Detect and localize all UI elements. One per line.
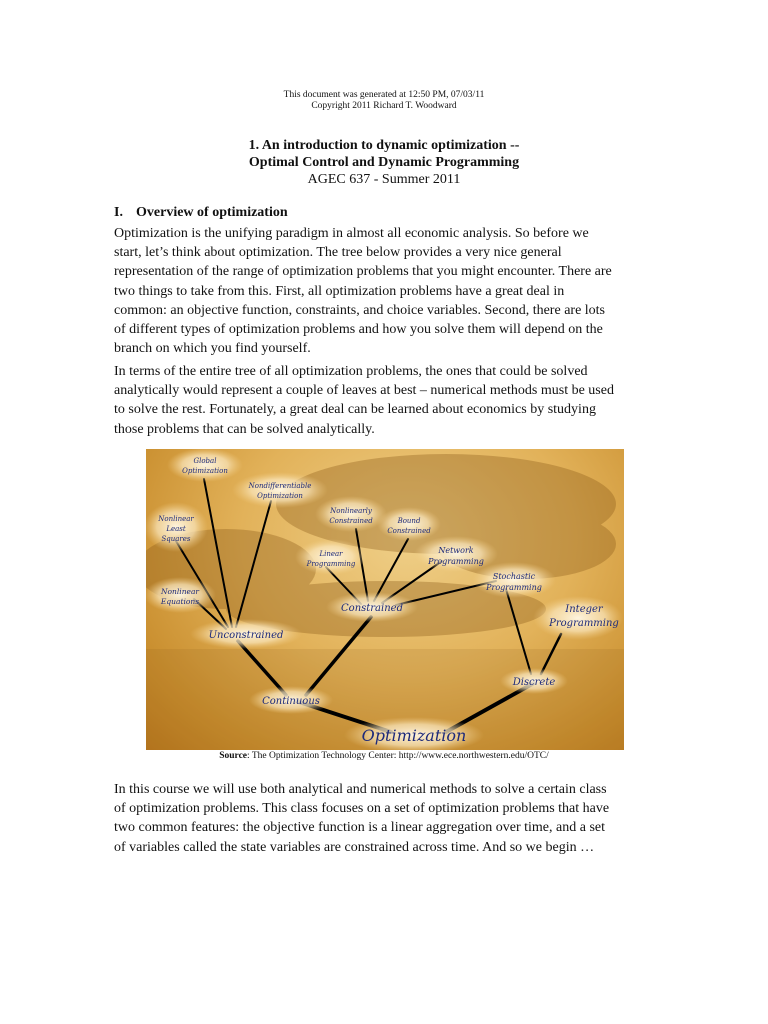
node-nonlinearly-constrained-line2: Constrained <box>329 517 373 525</box>
text-line: two common features: the objective function is a linear aggregation over time, and a set <box>114 820 605 836</box>
paragraph-2 <box>114 362 654 439</box>
text-line: In this course we will use both analytical and numerical methods to solve a certain class <box>114 782 607 797</box>
paragraph-1 <box>114 224 654 358</box>
node-stochastic-programming-line1: Stochastic <box>492 572 536 581</box>
text-line: of different types of optimization problems and how you solve them will depend on the <box>114 322 603 338</box>
text-line: analytically would represent a couple of leaves at best – numerical methods must be used <box>114 383 614 399</box>
node-bound-constrained-line1: Bound <box>397 517 421 525</box>
section-title: Overview of optimization <box>136 205 288 220</box>
node-nonlinear-least-squares-line1: Nonlinear <box>158 515 194 523</box>
node-nonlinear-equations-line1: Nonlinear <box>160 587 200 596</box>
optimization-tree-figure <box>146 449 624 750</box>
node-integer-programming-line2: Programming <box>549 618 619 629</box>
document-header <box>0 90 768 112</box>
figure-source-caption <box>0 750 768 762</box>
text-line: to solve the rest. Fortunately, a great deal can be learned about economics by studying <box>114 402 596 418</box>
document-title <box>0 137 768 188</box>
text-line: start, let’s think about optimization. The tree below provides a very nice general <box>114 245 562 261</box>
node-nondifferentiable-optimization-line1: Nondifferentiable <box>248 482 312 490</box>
source-text: : The Optimization Technology Center: http://www.ece.northwestern.edu/OTC/ <box>247 751 549 761</box>
node-network-programming-line2: Programming <box>428 557 484 566</box>
node-stochastic-programming-line2: Programming <box>486 583 542 592</box>
paragraph-3 <box>114 780 654 857</box>
node-nonlinear-least-squares-line3: Squares <box>161 535 191 543</box>
node-bound-constrained-line2: Constrained <box>387 527 431 535</box>
node-unconstrained: Unconstrained <box>208 630 284 641</box>
copyright-line: Copyright 2011 Richard T. Woodward <box>311 101 457 111</box>
node-discrete: Discrete <box>512 677 556 688</box>
node-nonlinearly-constrained-line1: Nonlinearly <box>330 507 372 515</box>
section-heading <box>114 204 288 221</box>
text-line: branch on which you find yourself. <box>114 341 311 357</box>
course-line: AGEC 637 - Summer 2011 <box>307 172 461 187</box>
text-line: of variables called the state variables are constrained across time. And so we begin … <box>114 839 595 855</box>
node-nondifferentiable-optimization-line2: Optimization <box>257 492 303 500</box>
text-line: representation of the range of optimization problems that you might encounter. There are <box>114 264 612 280</box>
node-integer-programming-line1: Integer <box>565 604 603 615</box>
node-linear-programming-line2: Programming <box>306 560 356 568</box>
text-line: common: an objective function, constraints, and choice variables. Second, there are lots <box>114 302 606 318</box>
node-global-optimization-line1: Global <box>193 457 217 465</box>
text-line: two things to take from this. First, all optimization problems have a great deal in <box>114 283 565 299</box>
node-nonlinear-equations-line2: Equations <box>160 597 200 606</box>
title-line-1: 1. An introduction to dynamic optimization -- <box>248 138 520 153</box>
node-network-programming-line1: Network <box>438 546 474 555</box>
text-line: Optimization is the unifying paradigm in almost all economic analysis. So before we <box>114 226 589 241</box>
generated-timestamp: This document was generated at 12:50 PM, 07/03/11 <box>283 90 485 100</box>
node-linear-programming-line1: Linear <box>319 550 343 558</box>
text-line: of optimization problems. This class focuses on a set of optimization problems that have <box>114 801 610 817</box>
node-constrained: Constrained <box>341 603 403 614</box>
section-number: I. <box>114 205 123 220</box>
node-global-optimization-line2: Optimization <box>182 467 228 475</box>
node-continuous: Continuous <box>262 696 320 707</box>
optimization-tree-diagram <box>146 449 624 750</box>
node-nonlinear-least-squares-line2: Least <box>166 525 186 533</box>
source-label: Source <box>219 751 247 761</box>
title-line-2: Optimal Control and Dynamic Programming <box>248 155 520 170</box>
text-line: those problems that can be solved analytically. <box>114 421 375 437</box>
text-line: In terms of the entire tree of all optimization problems, the ones that could be solved <box>114 364 588 379</box>
node-optimization: Optimization <box>361 726 467 745</box>
